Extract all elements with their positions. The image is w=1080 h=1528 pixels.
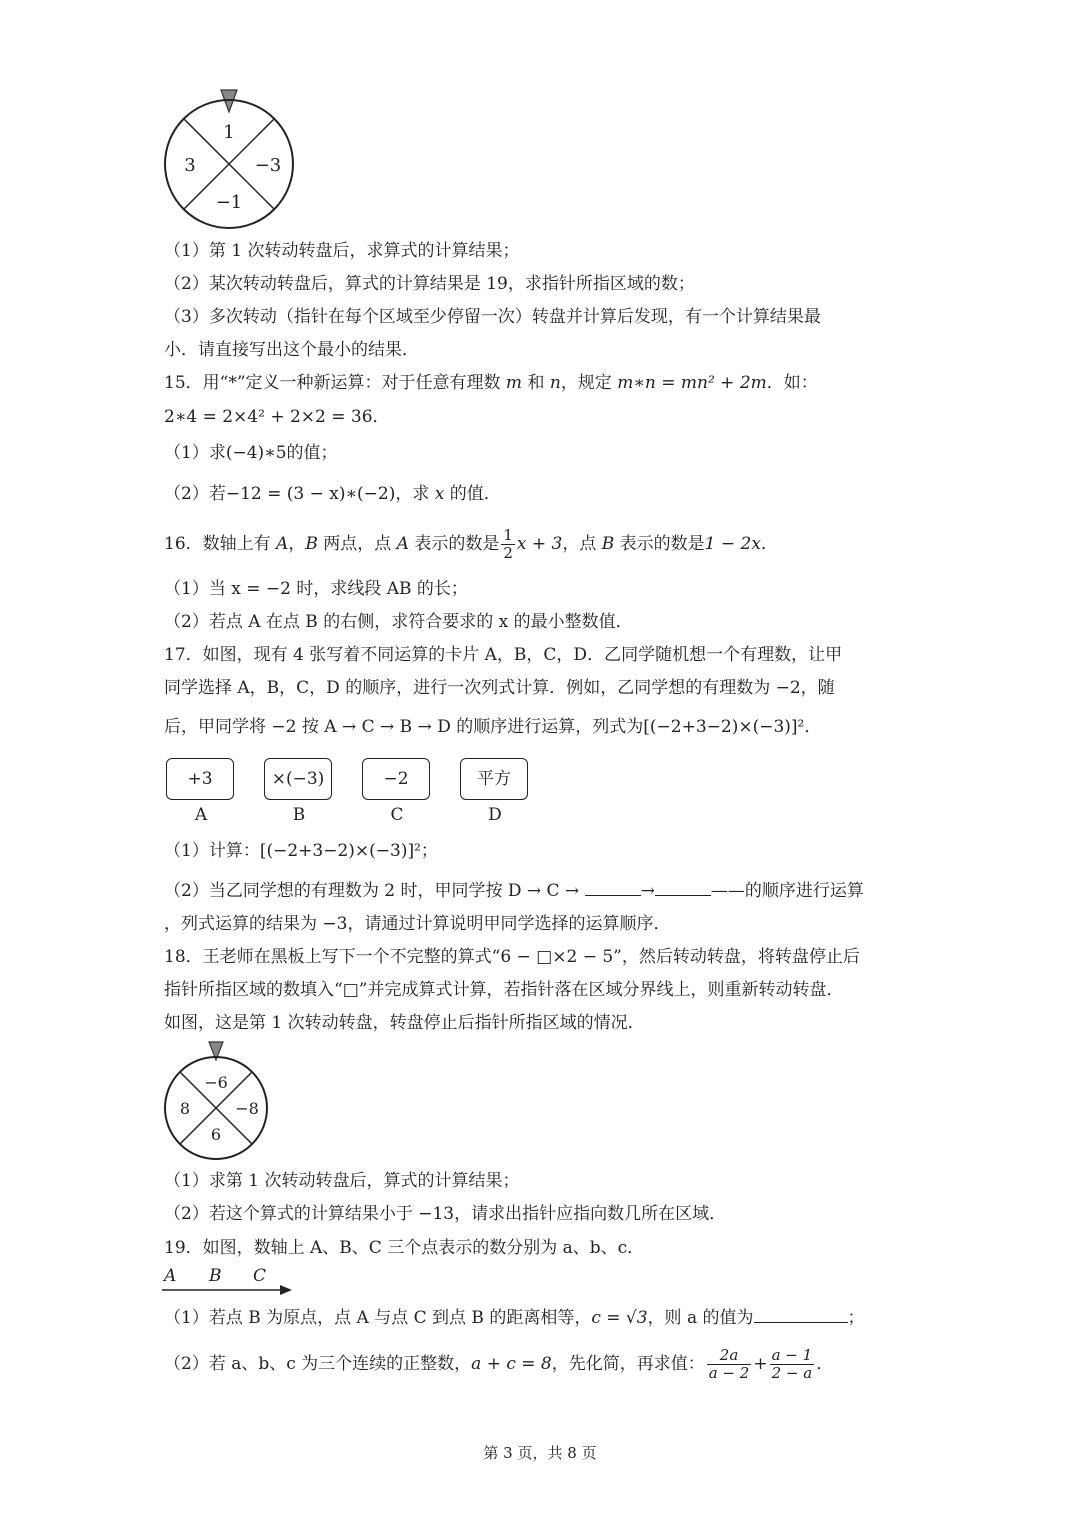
axis-label-b: B: [209, 1266, 222, 1286]
q19-fraction-2: $\frac{a - 1}{2 - a}$: [771, 1346, 813, 1382]
wheel1-left-number: 3: [184, 155, 196, 176]
spinner-wheel-1: [160, 88, 300, 234]
wheel2-left-number: 8: [179, 1099, 191, 1118]
q14-part1: （1）第 1 次转动转盘后，求算式的计算结果；: [164, 241, 520, 261]
q18-line2: 指针所指区域的数填入“□”并完成算式计算，若指针落在区域分界线上，则重新转动转盘．: [164, 980, 844, 1000]
q19-part1: （1）若点 B 为原点，点 A 与点 C 到点 B 的距离相等，c = √3，则 a 的值为 ；: [164, 1308, 865, 1328]
q17-part2-line1: （2）当乙同学想的有理数为 2 时，甲同学按 D → C → → ——的顺序进行运算: [164, 881, 864, 901]
q18-part1: （1）求第 1 次转动转盘后，算式的计算结果；: [164, 1171, 520, 1191]
q18-line1: 18．王老师在黑板上写下一个不完整的算式“6 − □×2 − 5”，然后转动转盘，将转盘停止后: [164, 947, 860, 967]
q16-part1: （1）当 x = −2 时，求线段 AB 的长；: [164, 579, 468, 599]
q17-line1: 17．如图，现有 4 张写着不同运算的卡片 A，B，C，D．乙同学随机想一个有理数，让甲: [164, 645, 843, 665]
q14-part2: （2）某次转动转盘后，算式的计算结果是 19，求指针所指区域的数；: [164, 274, 695, 294]
q18-part2: （2）若这个算式的计算结果小于 −13，请求出指针应指向数几所在区域．: [164, 1204, 727, 1224]
q15-part2: （2）若−12 = (3 − x)∗(−2)，求 x 的值．: [164, 484, 501, 504]
answer-blank-3: [754, 1308, 848, 1323]
wheel2-top-number: −6: [204, 1073, 228, 1092]
wheel1-bottom-number: −1: [215, 192, 243, 213]
q19-stem: 19．如图，数轴上 A、B、C 三个点表示的数分别为 a、b、c．: [164, 1238, 645, 1258]
page-footer: 第 3 页，共 8 页: [483, 1444, 597, 1462]
q16-stem: 16．数轴上有 A，B 两点，点 A 表示的数是 $\frac{1}{2}$ x + 3，点 B 表示的数是1 − 2x．: [164, 526, 778, 562]
q14-part3-line1: （3）多次转动（指针在每个区域至少停留一次）转盘并计算后发现，有一个计算结果最: [164, 307, 821, 327]
q15-example: 2∗4 = 2×4² + 2×2 = 36．: [164, 407, 390, 427]
q16-part2: （2）若点 A 在点 B 的右侧，求符合要求的 x 的最小整数值．: [164, 612, 633, 632]
card-d: 平方: [460, 758, 528, 800]
card-a-label: A: [194, 805, 208, 825]
wheel2-right-number: −8: [235, 1099, 259, 1118]
q19-fraction-1: $\frac{2a}{a - 2}$: [708, 1346, 750, 1382]
answer-blank-2: [655, 881, 711, 896]
q15-definition: m∗n = mn² + 2m: [617, 373, 767, 393]
q17-line3: 后，甲同学将 −2 按 A → C → B → D 的顺序进行运算，列式为[(−2+3−2)×(−3)]²．: [164, 717, 822, 737]
wheel1-top-number: 1: [223, 122, 235, 143]
q15-part1: （1）求(−4)∗5的值；: [164, 443, 338, 463]
card-b-label: B: [292, 805, 306, 825]
q17-part2-line2: ，列式运算的结果为 −3，请通过计算说明甲同学选择的运算顺序．: [164, 914, 671, 934]
number-line: [160, 1282, 294, 1298]
card-c-label: C: [390, 805, 404, 825]
q18-line3: 如图，这是第 1 次转动转盘，转盘停止后指针所指区域的情况．: [164, 1013, 645, 1033]
card-d-label: D: [488, 805, 502, 825]
wheel2-bottom-number: 6: [210, 1125, 222, 1144]
q16-fraction: $\frac{1}{2}$: [503, 526, 513, 562]
q14-part3-line2: 小．请直接写出这个最小的结果．: [164, 340, 419, 360]
q19-part2: （2）若 a、b、c 为三个连续的正整数，a + c = 8，先化简，再求值： $\frac{2a}{a - 2}$ + $\frac{a - 1}{2 - a}$ ．: [164, 1346, 834, 1382]
answer-blank-1: [585, 881, 641, 896]
spinner-wheel-2: [160, 1040, 274, 1160]
q17-part1: （1）计算：[(−2+3−2)×(−3)]²；: [164, 841, 438, 861]
q17-line2: 同学选择 A，B，C，D 的顺序，进行一次列式计算．例如，乙同学想的有理数为 −2，随: [164, 678, 835, 698]
card-c: −2: [362, 758, 430, 800]
axis-label-a: A: [164, 1266, 177, 1286]
card-a: +3: [166, 758, 234, 800]
axis-label-c: C: [253, 1266, 267, 1286]
q15-stem: 15．用“*”定义一种新运算：对于任意有理数 m 和 n，规定 m∗n = mn² + 2m．如：: [164, 373, 818, 393]
wheel1-right-number: −3: [254, 155, 282, 176]
card-b: ×(−3): [264, 758, 332, 800]
